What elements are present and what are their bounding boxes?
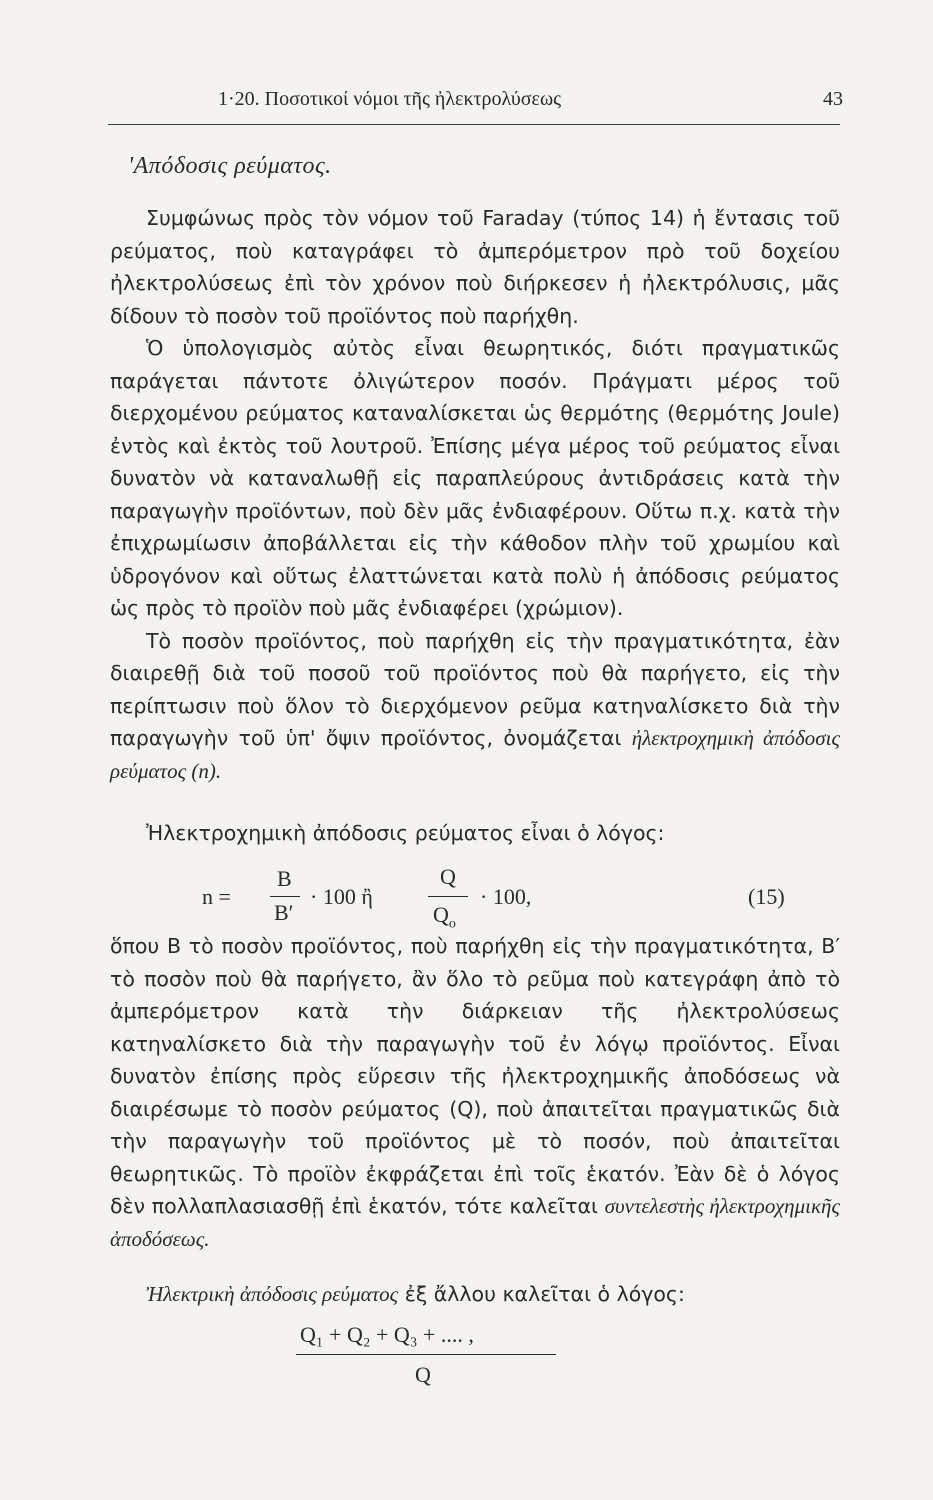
header-title: 1·20. Ποσοτικοί νόμοι τῆς ἠλεκτρολύσεως: [218, 88, 562, 110]
header-rule: [108, 124, 840, 125]
eq-q-numerator: Q₁ + Q₂ + Q₃ + .... ,: [300, 1322, 474, 1347]
eq-denominator-2: $Q_o$: [433, 902, 456, 932]
body-text-top: [110, 202, 840, 787]
term-coefficient: συντελεστὴς ἠλεκτροχημικῆς ἀποδόσεως.: [110, 1194, 840, 1251]
paragraph-text: Τὸ ποσὸν προϊόντος, ποὺ παρήχθη εἰς τὴν πραγματικότητα, ἐὰν διαιρεθῇ διὰ τοῦ ποσοῦ τοῦ προϊόντος ποὺ θὰ παρήγετο, εἰς τὴν περίπτωσιν ποὺ ὅλον τὸ διερχόμενον ρεῦμα κατηναλίσκετο διὰ τὴν παραγωγὴν τοῦ ὑπ' ὄψιν προϊόντος, ὀνομάζεται: [110, 628, 840, 750]
body-text-last: [110, 1278, 840, 1311]
paragraph: Ἠλεκτροχημικὴ ἀπόδοσις ρεύματος εἶναι ὁ λόγος:: [146, 821, 665, 845]
eq-q-denominator: Q: [415, 1362, 431, 1387]
eq-middle: · 100 ἢ: [310, 884, 373, 909]
page-number: 43: [823, 88, 843, 110]
eq-lhs: n =: [202, 884, 231, 909]
section-title: 'Απόδοσις ρεύματος.: [128, 153, 332, 179]
term-electrochemical-efficiency: ἠλεκτροχημικὴ ἀπόδοσις ρεύματος (n).: [110, 726, 840, 783]
fraction-bar: [428, 896, 468, 897]
fraction-bar: [296, 1354, 556, 1355]
paragraph: Ὁ ὑπολογισμὸς αὐτὸς εἶναι θεωρητικός, διότι πραγματικῶς παράγεται πάντοτε ὀλιγώτερον ποσόν. Πράγματι μέρος τοῦ διερχομένου ρεύματος καταναλίσκεται ὡς θερμότης (θερμότης Joule) ἐντὸς καὶ ἐκτὸς τοῦ λουτροῦ. Ἐπίσης μέγα μέρος τοῦ ρεύματος εἶναι δυνατὸν νὰ καταναλωθῇ εἰς παραπλεύρους ἀντιδράσεις κατὰ τὴν παραγωγὴν προϊόντων, ποὺ δὲν μᾶς ἐνδιαφέρουν. Οὕτω π.χ. κατὰ τὴν ἐπιχρωμίωσιν ἀποβάλλεται εἰς τὴν κάθοδον πλὴν τοῦ χρωμίου καὶ ὑδρογόνον καὶ οὕτως ἐλαττώνεται κατὰ πολὺ ἡ ἀπόδοσις ρεύματος ὡς πρὸς τὸ προϊὸν ποὺ μᾶς ἐνδιαφέρει (χρώμιον).: [110, 336, 840, 620]
body-text-intro: [110, 817, 840, 850]
paragraph-definition: [110, 625, 840, 788]
eq-numerator-2: Q: [440, 864, 456, 889]
eq-numerator-1: B: [277, 866, 292, 891]
paragraph-text: ὅπου B τὸ ποσὸν προϊόντος, ποὺ παρήχθη εἰς τὴν πραγματικότητα, B′ τὸ ποσὸν ποὺ θὰ παρήγετο, ἂν ὅλο τὸ ρεῦμα ποὺ κατεγράφη ἀπὸ τὸ ἀμπερόμετρον κατὰ τὴν διάρκειαν τῆς ἠλεκτρολύσεως κατηναλίσκετο διὰ τὴν παραγωγὴν τοῦ ἐν λόγῳ προϊόντος. Εἶναι δυνατὸν ἐπίσης πρὸς εὕρεσιν τῆς ἠλεκτροχημικῆς ἀποδόσεως νὰ διαιρέσωμε τὸ ποσὸν ρεύματος (Q), ποὺ ἀπαιτεῖται πραγματικῶς διὰ τὴν παραγωγὴν τοῦ προϊόντος μὲ τὸ ποσόν, ποὺ ἀπαιτεῖται θεωρητικῶς. Τὸ προϊὸν ἐκφράζεται ἐπὶ τοῖς ἑκατόν. Ἐὰν δὲ ὁ λόγος δὲν πολλαπλασιασθῇ ἐπὶ ἑκατόν, τότε καλεῖται: [110, 934, 840, 1218]
fraction-bar: [270, 896, 300, 897]
equation-label: (15): [748, 884, 785, 909]
term-electric-efficiency: Ἠλεκτρικὴ ἀπόδοσις ρεύματος: [146, 1282, 399, 1306]
eq-denominator-1: B′: [274, 900, 294, 925]
paragraph: Συμφώνως πρὸς τὸν νόμον τοῦ Faraday (τύπος 14) ἡ ἔντασις τοῦ ρεύματος, ποὺ καταγράφει τὸ ἀμπερόμετρον πρὸ τοῦ δοχείου ἠλεκτρολύσεως ἐπὶ τὸν χρόνον ποὺ διήρκεσεν ἡ ἠλεκτρόλυσις, μᾶς δίδουν τὸ ποσὸν τοῦ προϊόντος ποὺ παρήχθη.: [110, 206, 840, 328]
equation-q-ratio: [110, 1318, 840, 1398]
paragraph-last: [110, 1278, 840, 1311]
eq-end: · 100,: [480, 884, 532, 909]
paragraph-after-equation: [110, 930, 840, 1255]
equation-15: [110, 860, 840, 930]
paragraph-text: ἐξ ἄλλου καλεῖται ὁ λόγος:: [404, 1282, 685, 1306]
body-text-after: [110, 930, 840, 1255]
